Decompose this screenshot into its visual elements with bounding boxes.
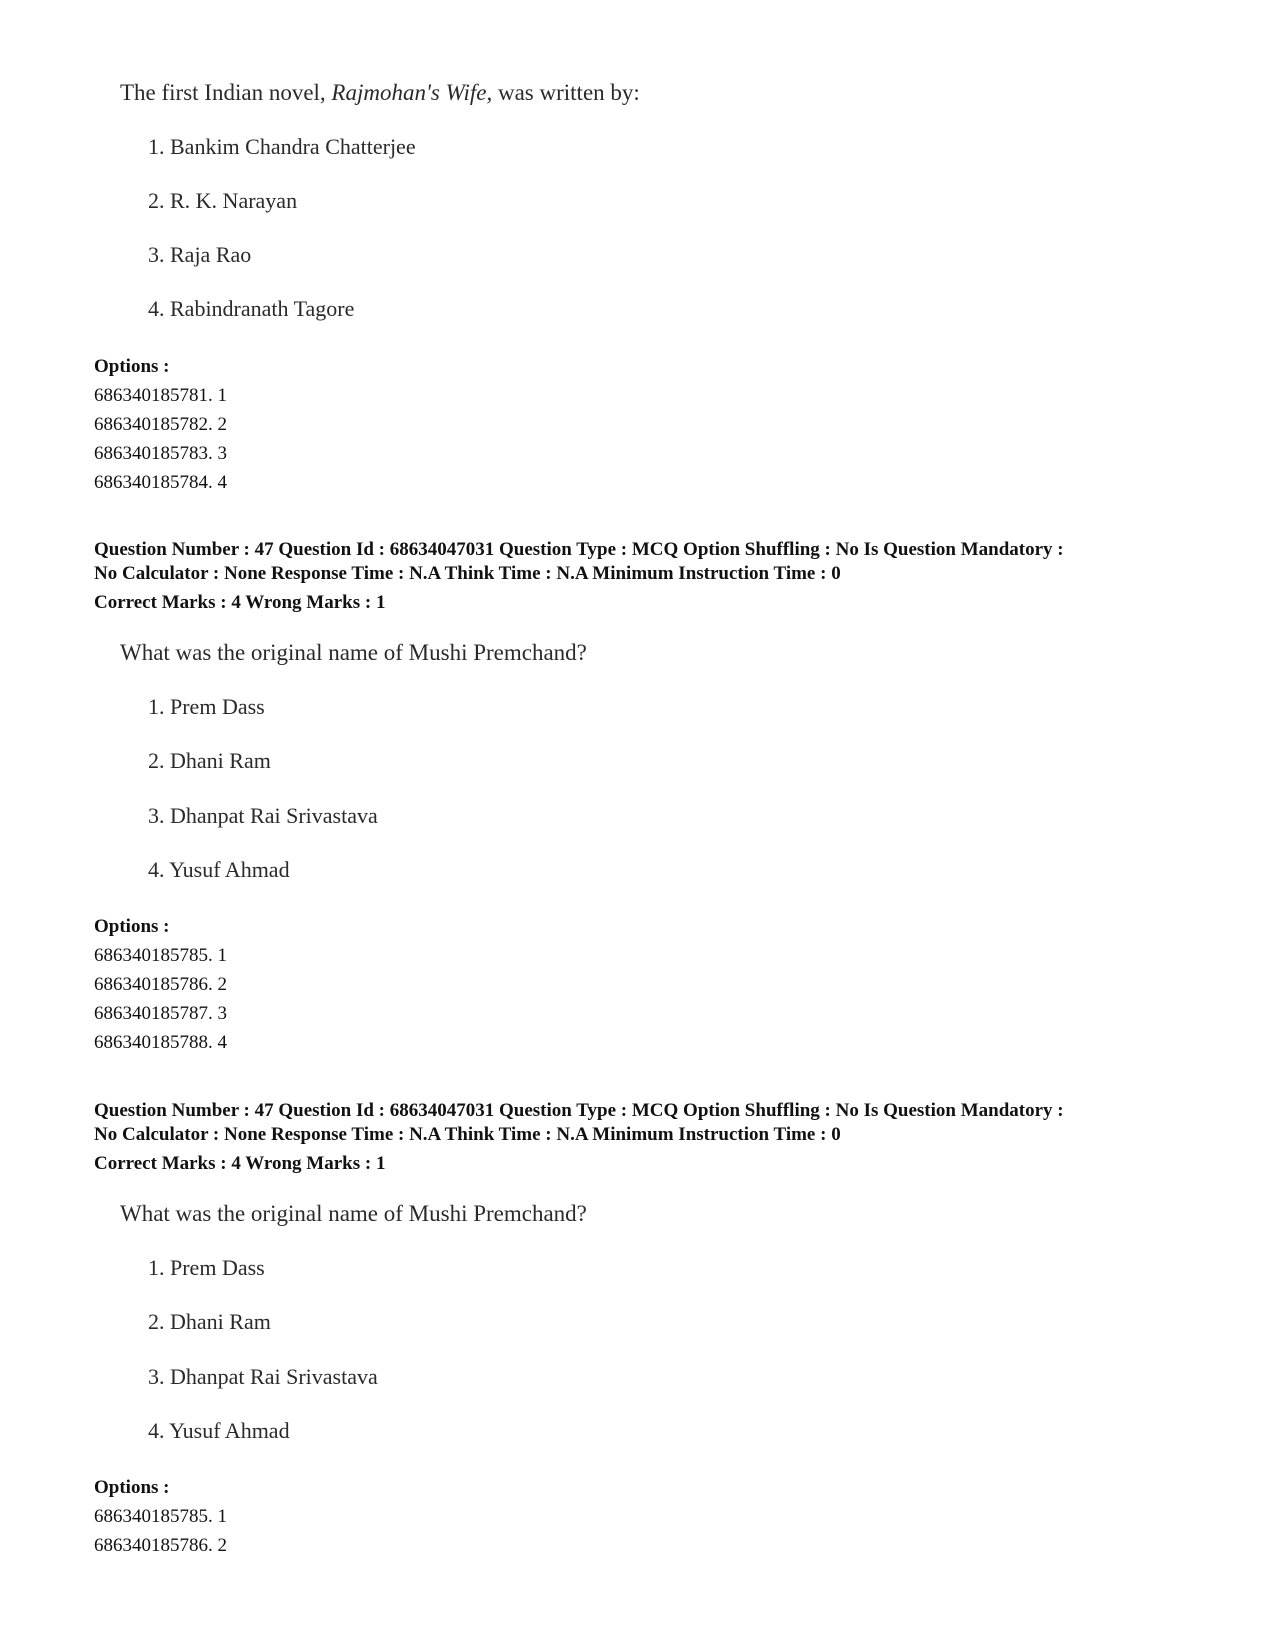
options-label: Options :	[94, 1477, 170, 1498]
option-id: 686340185786. 2	[94, 1535, 227, 1556]
answer-choice: 1. Prem Dass	[148, 694, 265, 719]
question-stem-text: was written by:	[492, 80, 640, 105]
answer-choice: 3. Dhanpat Rai Srivastava	[148, 1364, 378, 1389]
question-meta-line: Question Number : 47 Question Id : 68634047031 Question Type : MCQ Option Shuffling : No Is Question Mandatory :	[94, 539, 1064, 560]
answer-choice: 2. Dhani Ram	[148, 1309, 271, 1334]
answer-choice: 2. Dhani Ram	[148, 748, 271, 773]
answer-choice: 3. Dhanpat Rai Srivastava	[148, 803, 378, 828]
option-id: 686340185782. 2	[94, 414, 227, 435]
novel-title: Rajmohan's Wife,	[331, 80, 493, 105]
option-id: 686340185786. 2	[94, 974, 227, 995]
answer-choice: 4. Yusuf Ahmad	[148, 857, 290, 882]
question-stem-text: The first Indian novel,	[120, 80, 332, 105]
question-stem: What was the original name of Mushi Premchand?	[120, 1201, 587, 1226]
question-meta-line: No Calculator : None Response Time : N.A Think Time : N.A Minimum Instruction Time : 0	[94, 563, 841, 584]
question-meta-line: Question Number : 47 Question Id : 68634047031 Question Type : MCQ Option Shuffling : No Is Question Mandatory :	[94, 1100, 1064, 1121]
answer-choice: 2. R. K. Narayan	[148, 188, 298, 213]
question-meta-line: No Calculator : None Response Time : N.A Think Time : N.A Minimum Instruction Time : 0	[94, 1124, 841, 1145]
option-id: 686340185787. 3	[94, 1003, 227, 1024]
option-id: 686340185781. 1	[94, 385, 227, 406]
options-label: Options :	[94, 916, 170, 937]
option-id: 686340185784. 4	[94, 472, 227, 493]
marks-line: Correct Marks : 4 Wrong Marks : 1	[94, 1153, 386, 1174]
options-label: Options :	[94, 356, 170, 377]
answer-choice: 1. Prem Dass	[148, 1255, 265, 1280]
option-id: 686340185788. 4	[94, 1032, 227, 1053]
question-stem	[120, 80, 640, 106]
question-stem: What was the original name of Mushi Premchand?	[120, 640, 587, 665]
answer-choice: 4. Yusuf Ahmad	[148, 1418, 290, 1443]
option-id: 686340185785. 1	[94, 1506, 227, 1527]
answer-choice: 4. Rabindranath Tagore	[148, 296, 355, 321]
option-id: 686340185785. 1	[94, 945, 227, 966]
option-id: 686340185783. 3	[94, 443, 227, 464]
answer-choice: 1. Bankim Chandra Chatterjee	[148, 134, 416, 159]
marks-line: Correct Marks : 4 Wrong Marks : 1	[94, 592, 386, 613]
answer-choice: 3. Raja Rao	[148, 242, 252, 267]
